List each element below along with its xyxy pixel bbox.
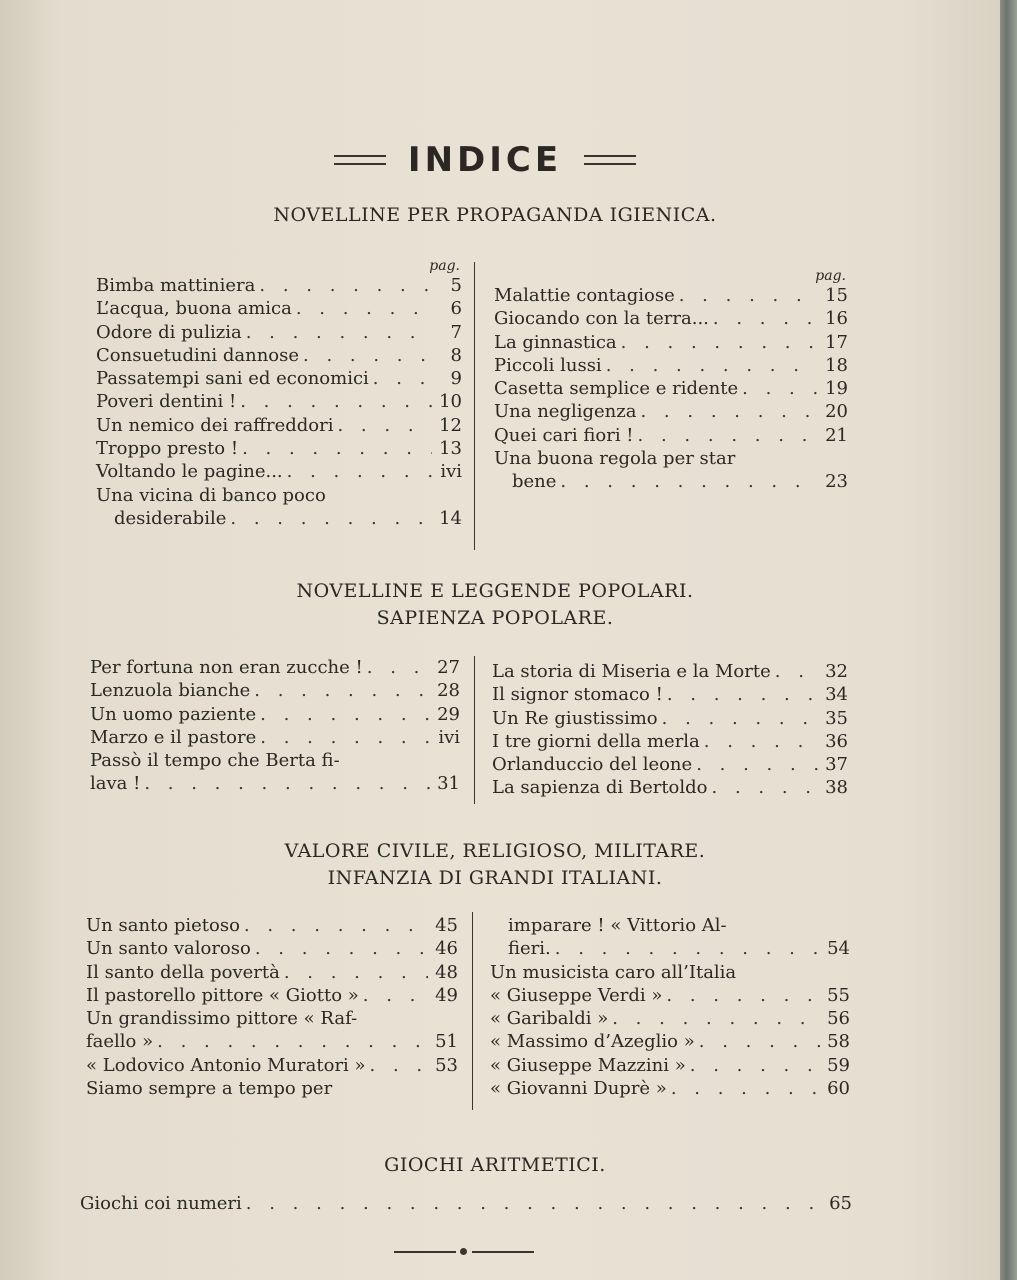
toc-entry (490, 1077, 850, 1100)
toc-entry-title: Un uomo paziente (90, 703, 257, 725)
toc-page-number: 16 (825, 308, 848, 330)
toc-page-number: 18 (825, 354, 848, 376)
toc-entry (490, 1007, 850, 1030)
toc-page-number: ivi (440, 461, 462, 483)
toc-leader-dots (671, 1077, 820, 1100)
toc-page-number: 38 (825, 777, 848, 799)
toc-leader-dots (303, 344, 432, 367)
toc-entry (86, 961, 458, 984)
toc-entry (86, 1077, 458, 1100)
section-heading-line: INFANZIA DI GRANDI ITALIANI. (327, 867, 663, 889)
toc-entry (490, 984, 850, 1007)
toc-entry (96, 507, 462, 530)
toc-leader-dots (144, 772, 430, 795)
toc-entry-title: Un grandissimo pittore « Raf- (86, 1008, 358, 1030)
toc-leader-dots (246, 1192, 822, 1215)
toc-leader-dots (696, 753, 818, 776)
toc-leader-dots (337, 414, 432, 437)
toc-entry-title: « Giuseppe Verdi » (490, 984, 663, 1006)
toc-entry-title: L’acqua, buona amica (96, 298, 292, 320)
toc-entry-title: Passò il tempo che Berta fi- (90, 750, 340, 772)
toc-entry-title: « Garibaldi » (490, 1008, 609, 1030)
toc-page-number: 45 (435, 915, 458, 936)
toc-entry (492, 730, 848, 753)
toc-entry (90, 772, 460, 795)
toc-leader-dots (667, 683, 818, 706)
toc-page-number: 54 (827, 938, 850, 960)
toc-page-number: 31 (437, 773, 460, 795)
toc-entry (86, 914, 458, 937)
toc-leader-dots (555, 937, 820, 960)
toc-entry-title: fieri. (508, 938, 551, 960)
toc-page-number: 32 (825, 661, 848, 682)
toc-entry-title: Un nemico dei raffreddori (96, 414, 334, 436)
toc-entry (492, 776, 848, 799)
toc-page-number: 58 (827, 1031, 850, 1053)
toc-entry-title: La storia di Miseria e la Morte (492, 661, 771, 682)
toc-entry (492, 660, 848, 683)
toc-entry (490, 937, 850, 960)
toc-page-number: 23 (825, 471, 848, 493)
toc-leader-dots (259, 274, 432, 297)
toc-page-number: 20 (825, 401, 848, 423)
toc-page-number: 10 (439, 391, 462, 413)
toc-leader-dots (246, 321, 432, 344)
ornament-rule-right (472, 1251, 534, 1257)
toc-leader-dots (296, 297, 432, 320)
toc-entry-title: Un musicista caro all’Italia (490, 961, 737, 983)
toc-entry-title: Orlanduccio del leone (492, 754, 693, 776)
toc-page-number: 5 (450, 275, 462, 296)
toc-entry-title: Siamo sempre a tempo per (86, 1078, 333, 1100)
toc-leader-dots (713, 307, 818, 330)
toc-page-number: 19 (825, 378, 848, 400)
toc-leader-dots (255, 937, 428, 960)
toc-entry (86, 1030, 458, 1053)
toc-entry (494, 400, 848, 423)
toc-entry (90, 679, 460, 702)
toc-entry-title: « Lodovico Antonio Muratori » (86, 1054, 366, 1076)
toc-page-number: 46 (435, 938, 458, 960)
toc-page-number: 65 (829, 1193, 852, 1214)
toc-entry (86, 937, 458, 960)
toc-leader-dots (240, 390, 432, 413)
section-heading-line: SAPIENZA POPOLARE. (376, 607, 614, 629)
toc-entry-title: Bimba mattiniera (96, 275, 256, 296)
column-divider (472, 912, 473, 1110)
toc-leader-dots (638, 424, 818, 447)
toc-leader-dots (284, 961, 428, 984)
section-heading-igiene (60, 202, 930, 229)
toc-entry-title: Odore di pulizia (96, 321, 242, 343)
toc-leader-dots (662, 707, 818, 730)
toc-column-right-1 (494, 268, 848, 494)
ornament-dot (460, 1248, 467, 1255)
toc-entry (494, 307, 848, 330)
toc-leader-dots (612, 1007, 820, 1030)
toc-entry-title: « Giovanni Duprè » (490, 1078, 667, 1100)
toc-entry (96, 367, 462, 390)
toc-entry-title: bene (512, 471, 557, 493)
toc-leader-dots (742, 377, 818, 400)
section-heading-line: NOVELLINE PER PROPAGANDA IGIENICA. (273, 204, 717, 226)
toc-column-left-3 (86, 914, 458, 1100)
section-heading-giochi (60, 1152, 930, 1179)
toc-leader-dots (699, 1030, 820, 1053)
toc-entry (96, 297, 462, 320)
toc-leader-dots (606, 354, 818, 377)
toc-leader-dots (230, 507, 432, 530)
toc-entry (86, 984, 458, 1007)
toc-entry (90, 749, 460, 772)
toc-entry-title: Marzo e il pastore (90, 726, 257, 748)
toc-leader-dots (244, 914, 428, 937)
toc-page-number: 17 (825, 331, 848, 353)
toc-page-number: ivi (438, 726, 460, 748)
toc-entry-title: Malattie contagiose (494, 285, 675, 306)
ornament-rule-left (394, 1251, 456, 1257)
toc-entry-title: Giochi coi numeri (80, 1193, 242, 1214)
toc-page-number: 53 (435, 1054, 458, 1076)
toc-page-number: 13 (439, 438, 462, 460)
toc-leader-dots (621, 331, 818, 354)
toc-page-number: 34 (825, 684, 848, 706)
toc-leader-dots (367, 656, 430, 679)
toc-leader-dots (679, 284, 818, 307)
toc-page-number: 9 (450, 368, 462, 390)
column-divider (474, 656, 475, 804)
toc-entry-title: Una negligenza (494, 401, 637, 423)
toc-entry (90, 656, 460, 679)
toc-entry-title: La sapienza di Bertoldo (492, 777, 708, 799)
toc-entry-title: « Giuseppe Mazzini » (490, 1054, 686, 1076)
toc-entry-title: Passatempi sani ed economici (96, 368, 369, 390)
section-heading-leggende (60, 578, 930, 632)
toc-entry-title: Casetta semplice e ridente (494, 378, 739, 400)
toc-leader-dots (242, 437, 432, 460)
toc-entry (494, 447, 848, 470)
toc-entry (90, 726, 460, 749)
toc-entry (86, 1007, 458, 1030)
toc-entry (490, 961, 850, 984)
section-heading-valore (60, 838, 930, 892)
toc-entry (492, 683, 848, 706)
toc-entry (96, 437, 462, 460)
toc-leader-dots (260, 726, 430, 749)
toc-leader-dots (254, 679, 430, 702)
section-heading-line: NOVELLINE E LEGGENDE POPOLARI. (296, 580, 694, 602)
toc-page-number: 35 (825, 707, 848, 729)
toc-column-right-2 (492, 660, 848, 800)
toc-column-left-2 (90, 656, 460, 796)
toc-entry (490, 1054, 850, 1077)
toc-leader-dots (287, 460, 432, 483)
toc-entry (96, 344, 462, 367)
toc-entry-title: Un santo pietoso (86, 915, 240, 936)
section-heading-line: VALORE CIVILE, RELIGIOSO, MILITARE. (284, 840, 706, 862)
toc-page-number: 48 (435, 961, 458, 983)
pag-label: pag. (815, 268, 846, 284)
page-title: INDICE (407, 140, 563, 180)
toc-page-number: 29 (437, 703, 460, 725)
section-heading-line: GIOCHI ARITMETICI. (384, 1154, 606, 1176)
title-rule-left (334, 155, 386, 165)
toc-entry-title: Piccoli lussi (494, 354, 602, 376)
toc-page-number: 51 (435, 1031, 458, 1053)
pag-label: pag. (429, 258, 460, 274)
toc-entry (494, 284, 848, 307)
title-rule-right (584, 155, 636, 165)
toc-leader-dots (640, 400, 818, 423)
toc-entry (494, 331, 848, 354)
toc-entry-title: La ginnastica (494, 331, 617, 353)
toc-entry (96, 390, 462, 413)
toc-entry (494, 424, 848, 447)
toc-page-number: 36 (825, 730, 848, 752)
toc-leader-dots (560, 470, 818, 493)
toc-page-number: 37 (825, 754, 848, 776)
toc-page-number: 7 (450, 321, 462, 343)
toc-page-number: 21 (825, 424, 848, 446)
toc-entry-title: Un santo valoroso (86, 938, 251, 960)
toc-page-number: 12 (439, 414, 462, 436)
toc-entry-title: Il pastorello pittore « Giotto » (86, 984, 359, 1006)
toc-entry-title: Il signor stomaco ! (492, 684, 663, 706)
toc-entry-title: Una vicina di banco poco (96, 484, 326, 506)
toc-page-number: 55 (827, 984, 850, 1006)
toc-column-left-1 (96, 258, 462, 530)
toc-entry (96, 460, 462, 483)
toc-entry-title: Quei cari fiori ! (494, 424, 634, 446)
toc-page-number: 56 (827, 1008, 850, 1030)
toc-entry-title: faello » (86, 1031, 154, 1053)
toc-entry (80, 1192, 852, 1215)
toc-entry (490, 914, 850, 937)
toc-entry (494, 470, 848, 493)
toc-page-number: 49 (435, 984, 458, 1006)
toc-entry-title: lava ! (90, 773, 141, 795)
toc-entry-title: Una buona regola per star (494, 448, 736, 470)
toc-entry-title: « Massimo d’Azeglio » (490, 1031, 695, 1053)
toc-entry-title: I tre giorni della merla (492, 730, 700, 752)
toc-entry (96, 321, 462, 344)
toc-entry (494, 377, 848, 400)
toc-entry-title: Voltando le pagine... (96, 461, 283, 483)
book-edge (1000, 0, 1017, 1280)
toc-entry (96, 484, 462, 507)
toc-entry-title: imparare ! « Vittorio Al- (508, 915, 727, 936)
toc-page-number: 59 (827, 1054, 850, 1076)
index-title-block (320, 138, 650, 182)
toc-entry (494, 354, 848, 377)
toc-leader-dots (260, 703, 430, 726)
toc-leader-dots (690, 1054, 820, 1077)
toc-leader-dots (704, 730, 818, 753)
toc-entry-title: Troppo presto ! (96, 438, 239, 460)
toc-entry (492, 707, 848, 730)
toc-page-number: 8 (450, 344, 462, 366)
toc-entry (96, 414, 462, 437)
toc-leader-dots (712, 776, 818, 799)
toc-page-number: 15 (825, 285, 848, 306)
toc-entry-title: desiderabile (114, 507, 227, 529)
toc-leader-dots (775, 660, 818, 683)
toc-entry (490, 1030, 850, 1053)
toc-page-number: 60 (827, 1078, 850, 1100)
column-divider (474, 262, 475, 550)
toc-page-number: 28 (437, 680, 460, 702)
toc-leader-dots (370, 1054, 428, 1077)
toc-entry-title: Giocando con la terra... (494, 308, 709, 330)
toc-page-number: 6 (450, 298, 462, 320)
toc-entry (86, 1054, 458, 1077)
toc-leader-dots (157, 1030, 428, 1053)
toc-entry-title: Poveri dentini ! (96, 391, 237, 413)
toc-leader-dots (666, 984, 820, 1007)
toc-entry-title: Il santo della povertà (86, 961, 280, 983)
toc-entry-title: Consuetudini dannose (96, 344, 300, 366)
toc-column-right-3 (490, 914, 850, 1100)
toc-entry (492, 753, 848, 776)
toc-page-number: 27 (437, 657, 460, 678)
toc-entry (96, 274, 462, 297)
toc-full-width (80, 1192, 852, 1215)
toc-entry-title: Per fortuna non eran zucche ! (90, 657, 363, 678)
toc-entry-title: Un Re giustissimo (492, 707, 658, 729)
toc-entry-title: Lenzuola bianche (90, 680, 251, 702)
toc-leader-dots (363, 984, 428, 1007)
toc-leader-dots (373, 367, 432, 390)
toc-entry (90, 703, 460, 726)
toc-page-number: 14 (439, 507, 462, 529)
